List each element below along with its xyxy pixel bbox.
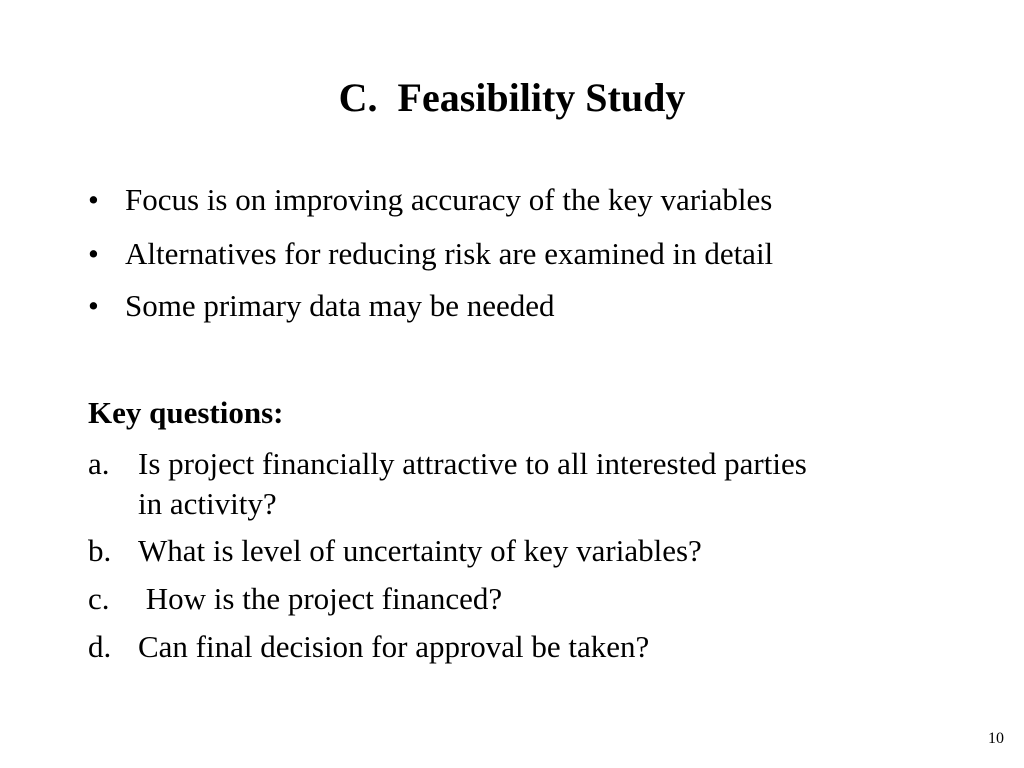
question-text: Is project financially attractive to all interested parties [138,446,807,481]
bullet-text: Some primary data may be needed [125,288,555,323]
key-questions-heading: Key questions: [88,395,284,430]
question-item [88,444,807,524]
question-letter: b. [88,533,112,568]
bullet-text: Alternatives for reducing risk are examined in detail [125,236,774,271]
page-number: 10 [988,730,1004,747]
question-item [88,579,502,619]
question-letter: d. [88,629,112,664]
bullet-icon: • [88,182,99,217]
question-text: Can final decision for approval be taken? [138,629,650,664]
bullet-item [88,286,555,326]
bullet-text: Focus is on improving accuracy of the key variables [125,182,773,217]
bullet-item [88,180,772,220]
bullet-item [88,234,773,274]
bullet-icon: • [88,236,99,271]
question-text: What is level of uncertainty of key variables? [138,533,702,568]
question-item [88,531,702,571]
slide-title: C. Feasibility Study [338,75,686,120]
bullet-icon: • [88,288,99,323]
question-text-continuation: in activity? [138,486,277,521]
question-letter: c. [88,581,110,616]
question-letter: a. [88,446,110,481]
question-text: How is the project financed? [138,581,503,616]
question-item [88,627,649,667]
